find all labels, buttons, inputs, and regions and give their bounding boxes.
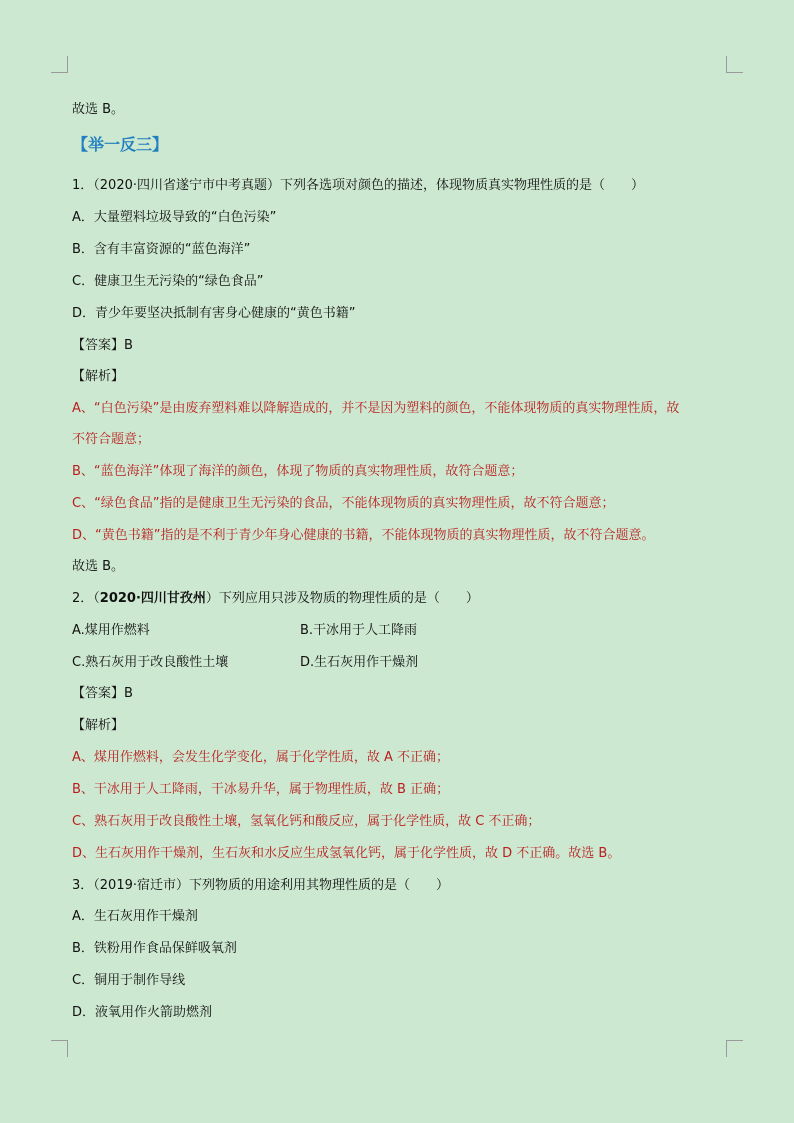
- section-title: 【举一反三】: [72, 135, 169, 154]
- q2-analysis-c: C、熟石灰用于改良酸性土壤，氢氧化钙和酸反应，属于化学性质，故 C 不正确；: [72, 814, 541, 829]
- corner-mark: [51, 1040, 68, 1057]
- q1-option-a: A．大量塑料垃圾导致的“白色污染”: [72, 210, 277, 225]
- q1-option-b: B．含有丰富资源的“蓝色海洋”: [72, 242, 251, 257]
- q2-analysis-label: 【解析】: [72, 718, 125, 733]
- q2-stem-rest: ）下列应用只涉及物质的物理性质的是（ ）: [205, 591, 479, 606]
- q2-stem-source: 2020·四川甘孜州: [99, 591, 206, 606]
- q2-answer: 【答案】B: [72, 686, 133, 701]
- q2-option-b: B.干冰用于人工降雨: [300, 623, 418, 638]
- q2-option-d: D.生石灰用作干燥剂: [300, 655, 419, 670]
- corner-mark: [51, 56, 68, 73]
- top-conclusion: 故选 B。: [72, 102, 125, 117]
- q2-option-a: A.煤用作燃料: [72, 623, 150, 638]
- corner-mark: [726, 1040, 743, 1057]
- q1-analysis-c: C、“绿色食品”指的是健康卫生无污染的食品，不能体现物质的真实物理性质，故不符合题意；: [72, 496, 615, 511]
- q1-conclusion: 故选 B。: [72, 559, 125, 574]
- q1-option-c: C．健康卫生无污染的“绿色食品”: [72, 274, 264, 289]
- q2-option-c: C.熟石灰用于改良酸性土壤: [72, 655, 229, 670]
- q1-analysis-a: A、“白色污染”是由废弃塑料难以降解造成的，并不是因为塑料的颜色，不能体现物质的真实物理性质，故: [72, 401, 680, 416]
- q1-stem: 1．（2020·四川省遂宁市中考真题）下列各选项对颜色的描述，体现物质真实物理性质的是（ ）: [72, 178, 644, 193]
- q3-option-c: C．铜用于制作导线: [72, 973, 186, 988]
- q1-answer: 【答案】B: [72, 338, 133, 353]
- q2-analysis-d: D、生石灰用作干燥剂，生石灰和水反应生成氢氧化钙，属于化学性质，故 D 不正确。故选 B。: [72, 846, 621, 861]
- q1-analysis-a-cont: 不符合题意；: [72, 432, 151, 447]
- q2-analysis-a: A、煤用作燃料，会发生化学变化，属于化学性质，故 A 不正确；: [72, 750, 450, 765]
- q2-stem-prefix: 2．（: [72, 591, 100, 606]
- q1-option-d: D．青少年要坚决抵制有害身心健康的“黄色书籍”: [72, 306, 356, 321]
- q1-analysis-d: D、“黄色书籍”指的是不利于青少年身心健康的书籍，不能体现物质的真实物理性质，故不符合题意。: [72, 528, 655, 543]
- q1-analysis-label: 【解析】: [72, 369, 125, 384]
- corner-mark: [726, 56, 743, 73]
- q3-stem: 3．（2019·宿迁市）下列物质的用途利用其物理性质的是（ ）: [72, 878, 449, 893]
- q2-options-row-2: [72, 654, 419, 672]
- q2-stem: [72, 590, 479, 608]
- q3-option-d: D．液氧用作火箭助燃剂: [72, 1005, 213, 1020]
- q2-analysis-b: B、干冰用于人工降雨，干冰易升华，属于物理性质，故 B 正确；: [72, 782, 450, 797]
- q2-options-row-1: [72, 622, 418, 640]
- q1-analysis-b: B、“蓝色海洋”体现了海洋的颜色，体现了物质的真实物理性质，故符合题意；: [72, 464, 524, 479]
- q3-option-b: B．铁粉用作食品保鲜吸氧剂: [72, 941, 237, 956]
- q3-option-a: A．生石灰用作干燥剂: [72, 909, 198, 924]
